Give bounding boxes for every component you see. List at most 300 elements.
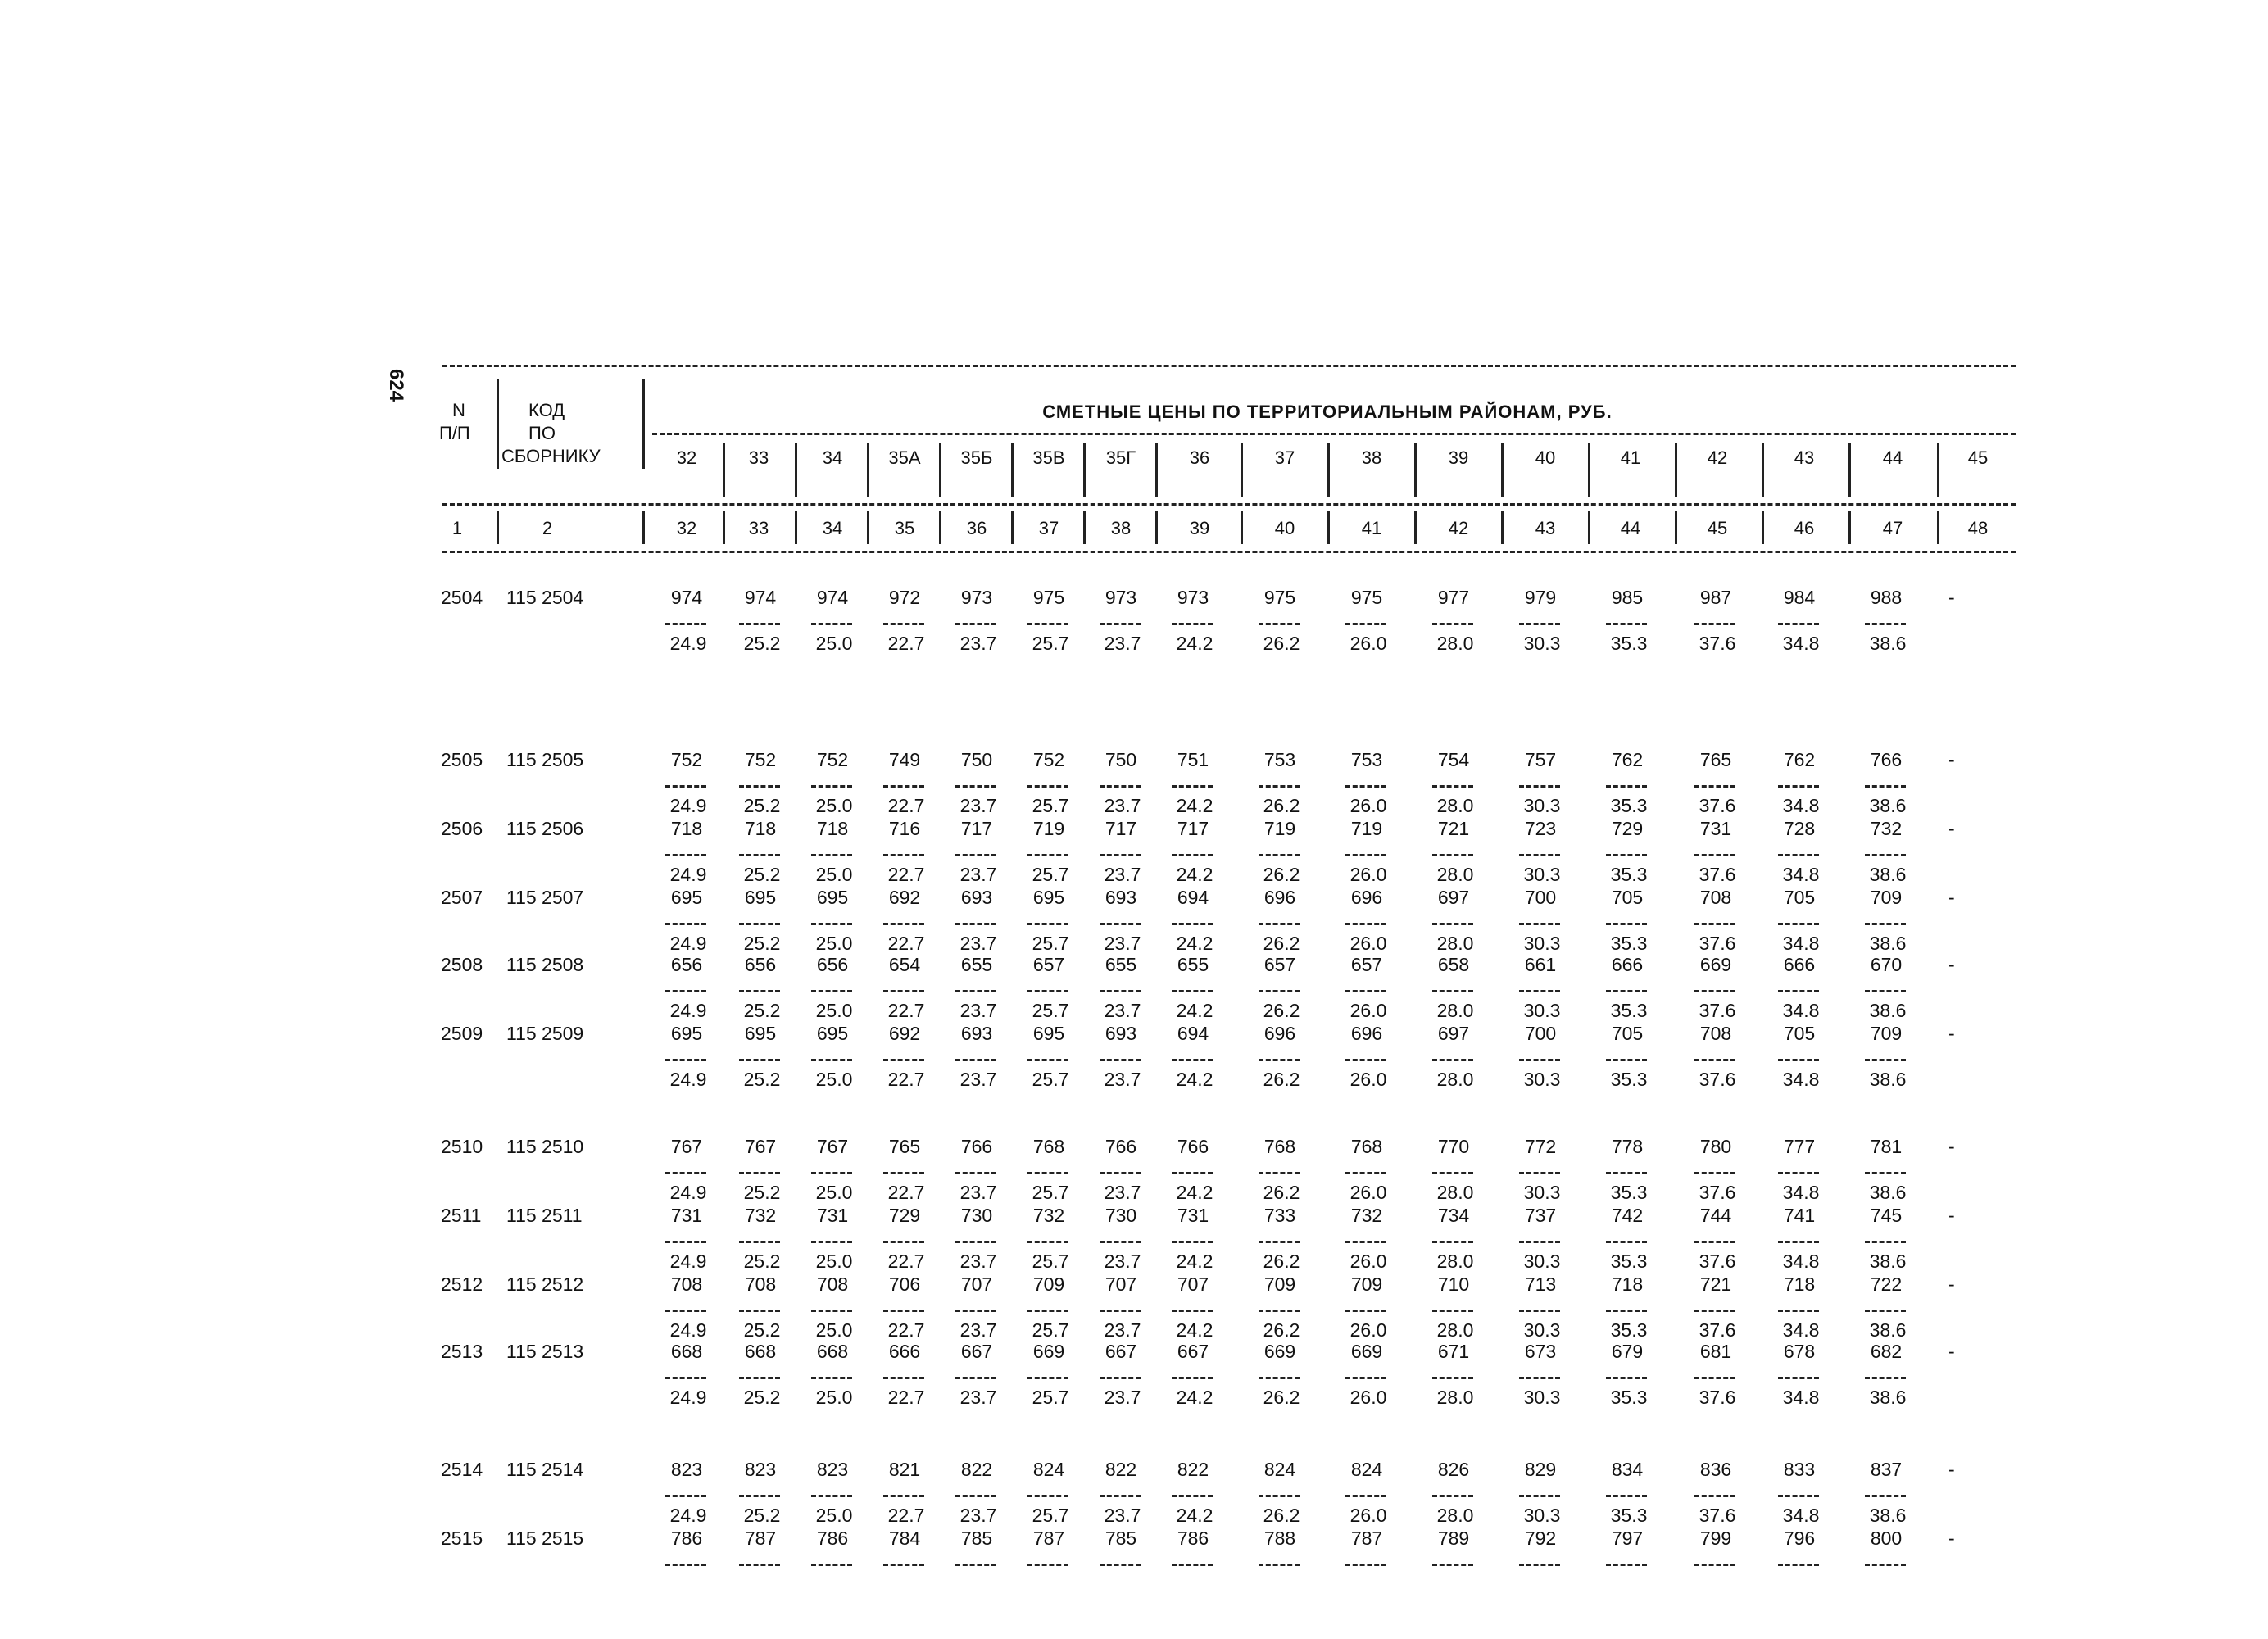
coefficient-value: 38.6 — [1869, 933, 1907, 954]
fraction-line — [1100, 1310, 1141, 1312]
fraction-line — [1172, 1495, 1213, 1497]
coefficient-value: 35.3 — [1610, 1319, 1648, 1341]
fraction-line — [883, 990, 924, 992]
coefficient-value: 23.7 — [959, 1505, 997, 1526]
coefficient-value: 24.9 — [669, 795, 707, 816]
fraction-line — [1100, 923, 1141, 925]
coefficient-value: 28.0 — [1436, 795, 1474, 816]
coefficient-value: 25.2 — [743, 1182, 781, 1203]
price-value: 657 — [1350, 954, 1383, 975]
coefficient-value: 38.6 — [1869, 1000, 1907, 1021]
price-value: 778 — [1611, 1136, 1644, 1157]
fraction-line — [811, 1377, 852, 1379]
row-number: 2510 — [441, 1136, 483, 1157]
price-value: 673 — [1524, 1341, 1557, 1362]
fraction-line — [1778, 623, 1819, 625]
coefficient-value: 23.7 — [959, 633, 997, 654]
price-value: 730 — [1105, 1205, 1137, 1226]
price-value: 824 — [1350, 1459, 1383, 1480]
col-separator-upper — [497, 379, 499, 469]
price-value: 975 — [1350, 587, 1383, 608]
page-number: 624 — [385, 368, 408, 402]
price-value: 786 — [816, 1528, 849, 1549]
coefficient-value: 28.0 — [1436, 864, 1474, 885]
coefficient-value: 26.0 — [1349, 1000, 1387, 1021]
price-value: 741 — [1783, 1205, 1816, 1226]
fraction-line — [1519, 1564, 1560, 1566]
coefficient-value: 24.9 — [669, 1069, 707, 1090]
price-value: 752 — [670, 749, 703, 770]
no-price-mark: - — [1948, 1274, 1955, 1295]
price-value: 732 — [1350, 1205, 1383, 1226]
price-value: 767 — [670, 1136, 703, 1157]
coefficient-value: 35.3 — [1610, 1000, 1648, 1021]
price-value: 707 — [1177, 1274, 1209, 1295]
coefficient-value: 23.7 — [1104, 795, 1141, 816]
row-code: 115 2504 — [506, 587, 584, 608]
col-separator-lower — [939, 511, 941, 544]
coefficient-value: 35.3 — [1610, 933, 1648, 954]
fraction-line — [1100, 1564, 1141, 1566]
coefficient-value: 26.0 — [1349, 1387, 1387, 1408]
coefficient-value: 30.3 — [1523, 1251, 1561, 1272]
price-value: 765 — [1699, 749, 1732, 770]
price-value: 836 — [1699, 1459, 1732, 1480]
fraction-line — [1172, 1059, 1213, 1061]
coefficient-value: 34.8 — [1782, 1069, 1820, 1090]
fraction-line — [1606, 1241, 1647, 1243]
price-value: 705 — [1611, 1023, 1644, 1044]
row-code: 115 2511 — [506, 1205, 583, 1226]
price-value: 823 — [670, 1459, 703, 1480]
coefficient-value: 22.7 — [887, 633, 925, 654]
price-value: 731 — [816, 1205, 849, 1226]
fraction-line — [955, 1059, 996, 1061]
price-value: 824 — [1032, 1459, 1065, 1480]
coefficient-value: 26.0 — [1349, 1182, 1387, 1203]
fraction-line — [883, 623, 924, 625]
row-number: 2506 — [441, 818, 483, 839]
fraction-line — [1865, 1172, 1906, 1174]
district-header-4: 35А — [888, 447, 921, 468]
price-value: 667 — [1177, 1341, 1209, 1362]
fraction-line — [1259, 1172, 1300, 1174]
price-value: 731 — [1699, 818, 1732, 839]
col-separator-upper — [1327, 443, 1330, 497]
price-value: 693 — [960, 887, 993, 908]
price-value: 752 — [744, 749, 777, 770]
price-value: 669 — [1032, 1341, 1065, 1362]
col-separator-upper — [795, 443, 797, 497]
no-price-mark: - — [1948, 1528, 1955, 1549]
coefficient-value: 38.6 — [1869, 1319, 1907, 1341]
coefficient-value: 38.6 — [1869, 633, 1907, 654]
price-value: 824 — [1263, 1459, 1296, 1480]
coefficient-value: 37.6 — [1699, 1387, 1736, 1408]
price-value: 695 — [1032, 1023, 1065, 1044]
coefficient-value: 38.6 — [1869, 1505, 1907, 1526]
column-number-18: 47 — [1882, 518, 1903, 538]
col-separator-lower — [1241, 511, 1243, 544]
coefficient-value: 37.6 — [1699, 1319, 1736, 1341]
coefficient-value: 22.7 — [887, 864, 925, 885]
district-header-8: 36 — [1189, 447, 1210, 468]
header-top-rule — [442, 365, 2016, 367]
coefficient-value: 25.0 — [815, 1251, 853, 1272]
price-value: 833 — [1783, 1459, 1816, 1480]
fraction-line — [1778, 854, 1819, 856]
row-code: 115 2509 — [506, 1023, 584, 1044]
price-value: 722 — [1870, 1274, 1903, 1295]
fraction-line — [1694, 854, 1735, 856]
coefficient-value: 25.0 — [815, 633, 853, 654]
coefficient-value: 24.9 — [669, 633, 707, 654]
price-value: 822 — [960, 1459, 993, 1480]
price-value: 753 — [1350, 749, 1383, 770]
coefficient-value: 24.9 — [669, 1319, 707, 1341]
column-number-5: 34 — [822, 518, 843, 538]
coefficient-value: 25.7 — [1032, 1319, 1069, 1341]
fraction-line — [1694, 1241, 1735, 1243]
fraction-line — [955, 623, 996, 625]
fraction-line — [1027, 623, 1068, 625]
district-header-1: 32 — [676, 447, 697, 468]
district-header-11: 39 — [1448, 447, 1469, 468]
price-value: 705 — [1783, 887, 1816, 908]
fraction-line — [1027, 1059, 1068, 1061]
fraction-line — [1259, 1564, 1300, 1566]
fraction-line — [1259, 854, 1300, 856]
coefficient-value: 26.2 — [1263, 1251, 1300, 1272]
coefficient-value: 37.6 — [1699, 1182, 1736, 1203]
coefficient-value: 37.6 — [1699, 633, 1736, 654]
price-value: 786 — [670, 1528, 703, 1549]
coefficient-value: 25.2 — [743, 633, 781, 654]
coefficient-value: 25.2 — [743, 1251, 781, 1272]
fraction-line — [1432, 1059, 1473, 1061]
price-value: 730 — [960, 1205, 993, 1226]
coefficient-value: 22.7 — [887, 1319, 925, 1341]
fraction-line — [955, 1495, 996, 1497]
price-value: 718 — [816, 818, 849, 839]
price-value: 721 — [1699, 1274, 1732, 1295]
fraction-line — [1100, 785, 1141, 788]
fraction-line — [1432, 1495, 1473, 1497]
price-value: 796 — [1783, 1528, 1816, 1549]
coefficient-value: 23.7 — [1104, 633, 1141, 654]
fraction-line — [1100, 1377, 1141, 1379]
coefficient-value: 23.7 — [959, 1069, 997, 1090]
price-value: 797 — [1611, 1528, 1644, 1549]
fraction-line — [665, 990, 706, 992]
fraction-line — [1432, 923, 1473, 925]
row-number: 2508 — [441, 954, 483, 975]
price-value: 718 — [1783, 1274, 1816, 1295]
price-value: 709 — [1870, 1023, 1903, 1044]
coefficient-value: 26.0 — [1349, 1505, 1387, 1526]
col-separator-lower — [1011, 511, 1014, 544]
fraction-line — [1432, 1564, 1473, 1566]
fraction-line — [1100, 1059, 1141, 1061]
fraction-line — [811, 1172, 852, 1174]
price-value: 696 — [1263, 1023, 1296, 1044]
fraction-line — [739, 990, 780, 992]
coefficient-value: 23.7 — [1104, 1251, 1141, 1272]
fraction-line — [811, 990, 852, 992]
fraction-line — [1027, 990, 1068, 992]
coefficient-value: 35.3 — [1610, 1251, 1648, 1272]
row-code: 115 2515 — [506, 1528, 584, 1549]
district-header-16: 44 — [1882, 447, 1903, 468]
price-value: 974 — [816, 587, 849, 608]
fraction-line — [1606, 990, 1647, 992]
col-separator-upper — [1501, 443, 1504, 497]
coefficient-value: 26.2 — [1263, 1069, 1300, 1090]
fraction-line — [811, 923, 852, 925]
no-price-mark: - — [1948, 1205, 1955, 1226]
coefficient-value: 34.8 — [1782, 1251, 1820, 1272]
price-value: 731 — [670, 1205, 703, 1226]
coefficient-value: 24.9 — [669, 864, 707, 885]
fraction-line — [1519, 1172, 1560, 1174]
coefficient-value: 24.2 — [1176, 1251, 1213, 1272]
coefficient-value: 24.9 — [669, 1387, 707, 1408]
fraction-line — [1694, 923, 1735, 925]
price-value: 750 — [1105, 749, 1137, 770]
price-value: 697 — [1437, 1023, 1470, 1044]
price-value: 679 — [1611, 1341, 1644, 1362]
coefficient-value: 24.2 — [1176, 864, 1213, 885]
coefficient-value: 37.6 — [1699, 1505, 1736, 1526]
no-price-mark: - — [1948, 954, 1955, 975]
fraction-line — [955, 854, 996, 856]
coefficient-value: 24.2 — [1176, 1319, 1213, 1341]
coefficient-value: 30.3 — [1523, 633, 1561, 654]
fraction-line — [1519, 1241, 1560, 1243]
price-value: 695 — [670, 887, 703, 908]
fraction-line — [1519, 1495, 1560, 1497]
district-header-3: 34 — [822, 447, 843, 468]
price-value: 655 — [960, 954, 993, 975]
column-number-19: 48 — [1967, 518, 1989, 538]
fraction-line — [955, 1310, 996, 1312]
fraction-line — [1172, 854, 1213, 856]
column-number-14: 43 — [1535, 518, 1556, 538]
fraction-line — [739, 785, 780, 788]
coefficient-value: 34.8 — [1782, 1505, 1820, 1526]
price-value: 770 — [1437, 1136, 1470, 1157]
row-code: 115 2510 — [506, 1136, 584, 1157]
column-number-9: 38 — [1110, 518, 1132, 538]
fraction-line — [1432, 1377, 1473, 1379]
coefficient-value: 37.6 — [1699, 795, 1736, 816]
coefficient-value: 35.3 — [1610, 1387, 1648, 1408]
price-value: 718 — [1611, 1274, 1644, 1295]
column-number-17: 46 — [1794, 518, 1815, 538]
coefficient-value: 25.7 — [1032, 795, 1069, 816]
coefficient-value: 23.7 — [1104, 933, 1141, 954]
no-price-mark: - — [1948, 749, 1955, 770]
coefficient-value: 30.3 — [1523, 1387, 1561, 1408]
fraction-line — [1172, 923, 1213, 925]
price-value: 669 — [1263, 1341, 1296, 1362]
coefficient-value: 28.0 — [1436, 633, 1474, 654]
coefficient-value: 25.0 — [815, 1069, 853, 1090]
fraction-line — [1100, 623, 1141, 625]
price-value: 695 — [816, 1023, 849, 1044]
fraction-line — [1519, 1310, 1560, 1312]
no-price-mark: - — [1948, 1341, 1955, 1362]
price-value: 826 — [1437, 1459, 1470, 1480]
price-value: 788 — [1263, 1528, 1296, 1549]
coefficient-value: 37.6 — [1699, 864, 1736, 885]
fraction-line — [1432, 1241, 1473, 1243]
subheader-rule — [442, 503, 2016, 506]
fraction-line — [1345, 1059, 1386, 1061]
fraction-line — [1778, 1172, 1819, 1174]
coefficient-value: 23.7 — [1104, 864, 1141, 885]
fraction-line — [1345, 1564, 1386, 1566]
price-value: 718 — [670, 818, 703, 839]
coefficient-value: 37.6 — [1699, 1000, 1736, 1021]
fraction-line — [1432, 785, 1473, 788]
col-separator-lower — [642, 511, 645, 544]
fraction-line — [955, 1172, 996, 1174]
price-value: 709 — [1870, 887, 1903, 908]
fraction-line — [883, 1172, 924, 1174]
coefficient-value: 26.2 — [1263, 1387, 1300, 1408]
price-value: 973 — [1105, 587, 1137, 608]
price-value: 753 — [1263, 749, 1296, 770]
col-separator-lower — [1848, 511, 1851, 544]
coefficient-value: 34.8 — [1782, 1000, 1820, 1021]
coefficient-value: 37.6 — [1699, 1251, 1736, 1272]
price-value: 695 — [744, 887, 777, 908]
fraction-line — [1606, 854, 1647, 856]
coefficient-value: 28.0 — [1436, 933, 1474, 954]
price-value: 695 — [744, 1023, 777, 1044]
fraction-line — [665, 854, 706, 856]
price-value: 716 — [888, 818, 921, 839]
coefficient-value: 23.7 — [959, 795, 997, 816]
fraction-line — [1778, 1377, 1819, 1379]
coefficient-value: 28.0 — [1436, 1387, 1474, 1408]
fraction-line — [1865, 1241, 1906, 1243]
price-value: 744 — [1699, 1205, 1732, 1226]
col-num-header-line1: N — [452, 400, 465, 420]
price-value: 767 — [816, 1136, 849, 1157]
row-number: 2511 — [441, 1205, 482, 1226]
fraction-line — [1100, 990, 1141, 992]
fraction-line — [1100, 854, 1141, 856]
price-value: 713 — [1524, 1274, 1557, 1295]
price-value: 985 — [1611, 587, 1644, 608]
price-value: 655 — [1177, 954, 1209, 975]
coefficient-value: 23.7 — [1104, 1000, 1141, 1021]
column-number-4: 33 — [748, 518, 769, 538]
row-number: 2507 — [441, 887, 483, 908]
coefficient-value: 23.7 — [1104, 1505, 1141, 1526]
price-value: 787 — [1350, 1528, 1383, 1549]
coefficient-value: 25.0 — [815, 795, 853, 816]
col-separator-lower — [1083, 511, 1086, 544]
price-value: 737 — [1524, 1205, 1557, 1226]
coefficient-value: 23.7 — [1104, 1182, 1141, 1203]
no-price-mark: - — [1948, 1023, 1955, 1044]
row-code: 115 2512 — [506, 1274, 584, 1295]
price-value: 974 — [744, 587, 777, 608]
price-value: 732 — [744, 1205, 777, 1226]
fraction-line — [665, 1241, 706, 1243]
coefficient-value: 22.7 — [887, 795, 925, 816]
coefficient-value: 23.7 — [959, 933, 997, 954]
coefficient-value: 28.0 — [1436, 1000, 1474, 1021]
coefficient-value: 26.0 — [1349, 1319, 1387, 1341]
price-value: 766 — [960, 1136, 993, 1157]
price-value: 695 — [1032, 887, 1065, 908]
fraction-line — [1100, 1241, 1141, 1243]
fraction-line — [1778, 1310, 1819, 1312]
column-number-8: 37 — [1038, 518, 1059, 538]
fraction-line — [665, 1495, 706, 1497]
fraction-line — [1694, 1564, 1735, 1566]
price-value: 834 — [1611, 1459, 1644, 1480]
price-value: 708 — [816, 1274, 849, 1295]
price-value: 692 — [888, 1023, 921, 1044]
district-header-10: 38 — [1361, 447, 1382, 468]
coefficient-value: 26.0 — [1349, 933, 1387, 954]
price-value: 977 — [1437, 587, 1470, 608]
price-value: 661 — [1524, 954, 1557, 975]
price-value: 733 — [1263, 1205, 1296, 1226]
fraction-line — [1519, 923, 1560, 925]
coefficient-value: 30.3 — [1523, 1000, 1561, 1021]
coefficient-value: 35.3 — [1610, 795, 1648, 816]
col-separator-lower — [1937, 511, 1939, 544]
fraction-line — [1345, 785, 1386, 788]
coefficient-value: 26.0 — [1349, 1069, 1387, 1090]
coefficient-value: 28.0 — [1436, 1251, 1474, 1272]
fraction-line — [1778, 785, 1819, 788]
price-value: 745 — [1870, 1205, 1903, 1226]
fraction-line — [1259, 990, 1300, 992]
fraction-line — [1865, 923, 1906, 925]
price-value: 681 — [1699, 1341, 1732, 1362]
price-value: 693 — [1105, 887, 1137, 908]
fraction-line — [1694, 623, 1735, 625]
price-value: 750 — [960, 749, 993, 770]
coefficient-value: 25.0 — [815, 1000, 853, 1021]
coefficient-value: 38.6 — [1869, 864, 1907, 885]
coefficient-value: 35.3 — [1610, 633, 1648, 654]
col-separator-lower — [1155, 511, 1158, 544]
price-value: 729 — [888, 1205, 921, 1226]
fraction-line — [739, 1059, 780, 1061]
fraction-line — [1694, 1059, 1735, 1061]
fraction-line — [883, 923, 924, 925]
price-value: 694 — [1177, 887, 1209, 908]
price-value: 732 — [1032, 1205, 1065, 1226]
district-header-6: 35В — [1032, 447, 1065, 468]
price-value: 823 — [744, 1459, 777, 1480]
coefficient-value: 25.0 — [815, 1505, 853, 1526]
coefficient-value: 37.6 — [1699, 933, 1736, 954]
price-value: 667 — [960, 1341, 993, 1362]
price-value: 972 — [888, 587, 921, 608]
price-value: 768 — [1350, 1136, 1383, 1157]
coefficient-value: 26.0 — [1349, 1251, 1387, 1272]
price-value: 668 — [670, 1341, 703, 1362]
